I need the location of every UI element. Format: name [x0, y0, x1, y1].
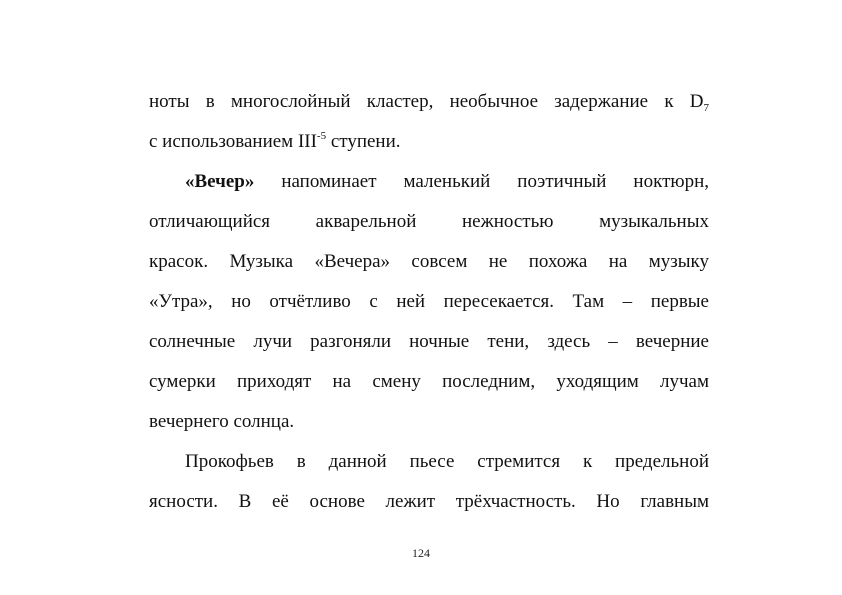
- text-line-3: «Вечер» напоминает маленький поэтичный ноктюрн,: [185, 171, 709, 192]
- text-line-9: вечернего солнца.: [149, 411, 295, 432]
- text-line-5: красок. Музыка «Вечера» совсем не похожа на музыку: [149, 251, 709, 272]
- text-line-11: ясности. В её основе лежит трёхчастность. Но главным: [149, 491, 709, 512]
- text-line-2: с использованием $III^{-5}$ ступени.: [149, 130, 401, 152]
- text-line-1: ноты в многослойный кластер, необычное задержание к $D_7$: [149, 91, 709, 114]
- page-body: [149, 82, 709, 522]
- text-line-7: солнечные лучи разгоняли ночные тени, здесь – вечерние: [149, 331, 709, 352]
- page-number: 124: [412, 546, 430, 560]
- text-line-4: отличающийся акварельной нежностью музыкальных: [149, 211, 709, 232]
- text-line-10: Прокофьев в данной пьесе стремится к предельной: [185, 451, 709, 472]
- text-line-8: сумерки приходят на смену последним, уходящим лучам: [149, 371, 709, 392]
- text-line-6: «Утра», но отчётливо с ней пересекается. Там – первые: [149, 291, 709, 312]
